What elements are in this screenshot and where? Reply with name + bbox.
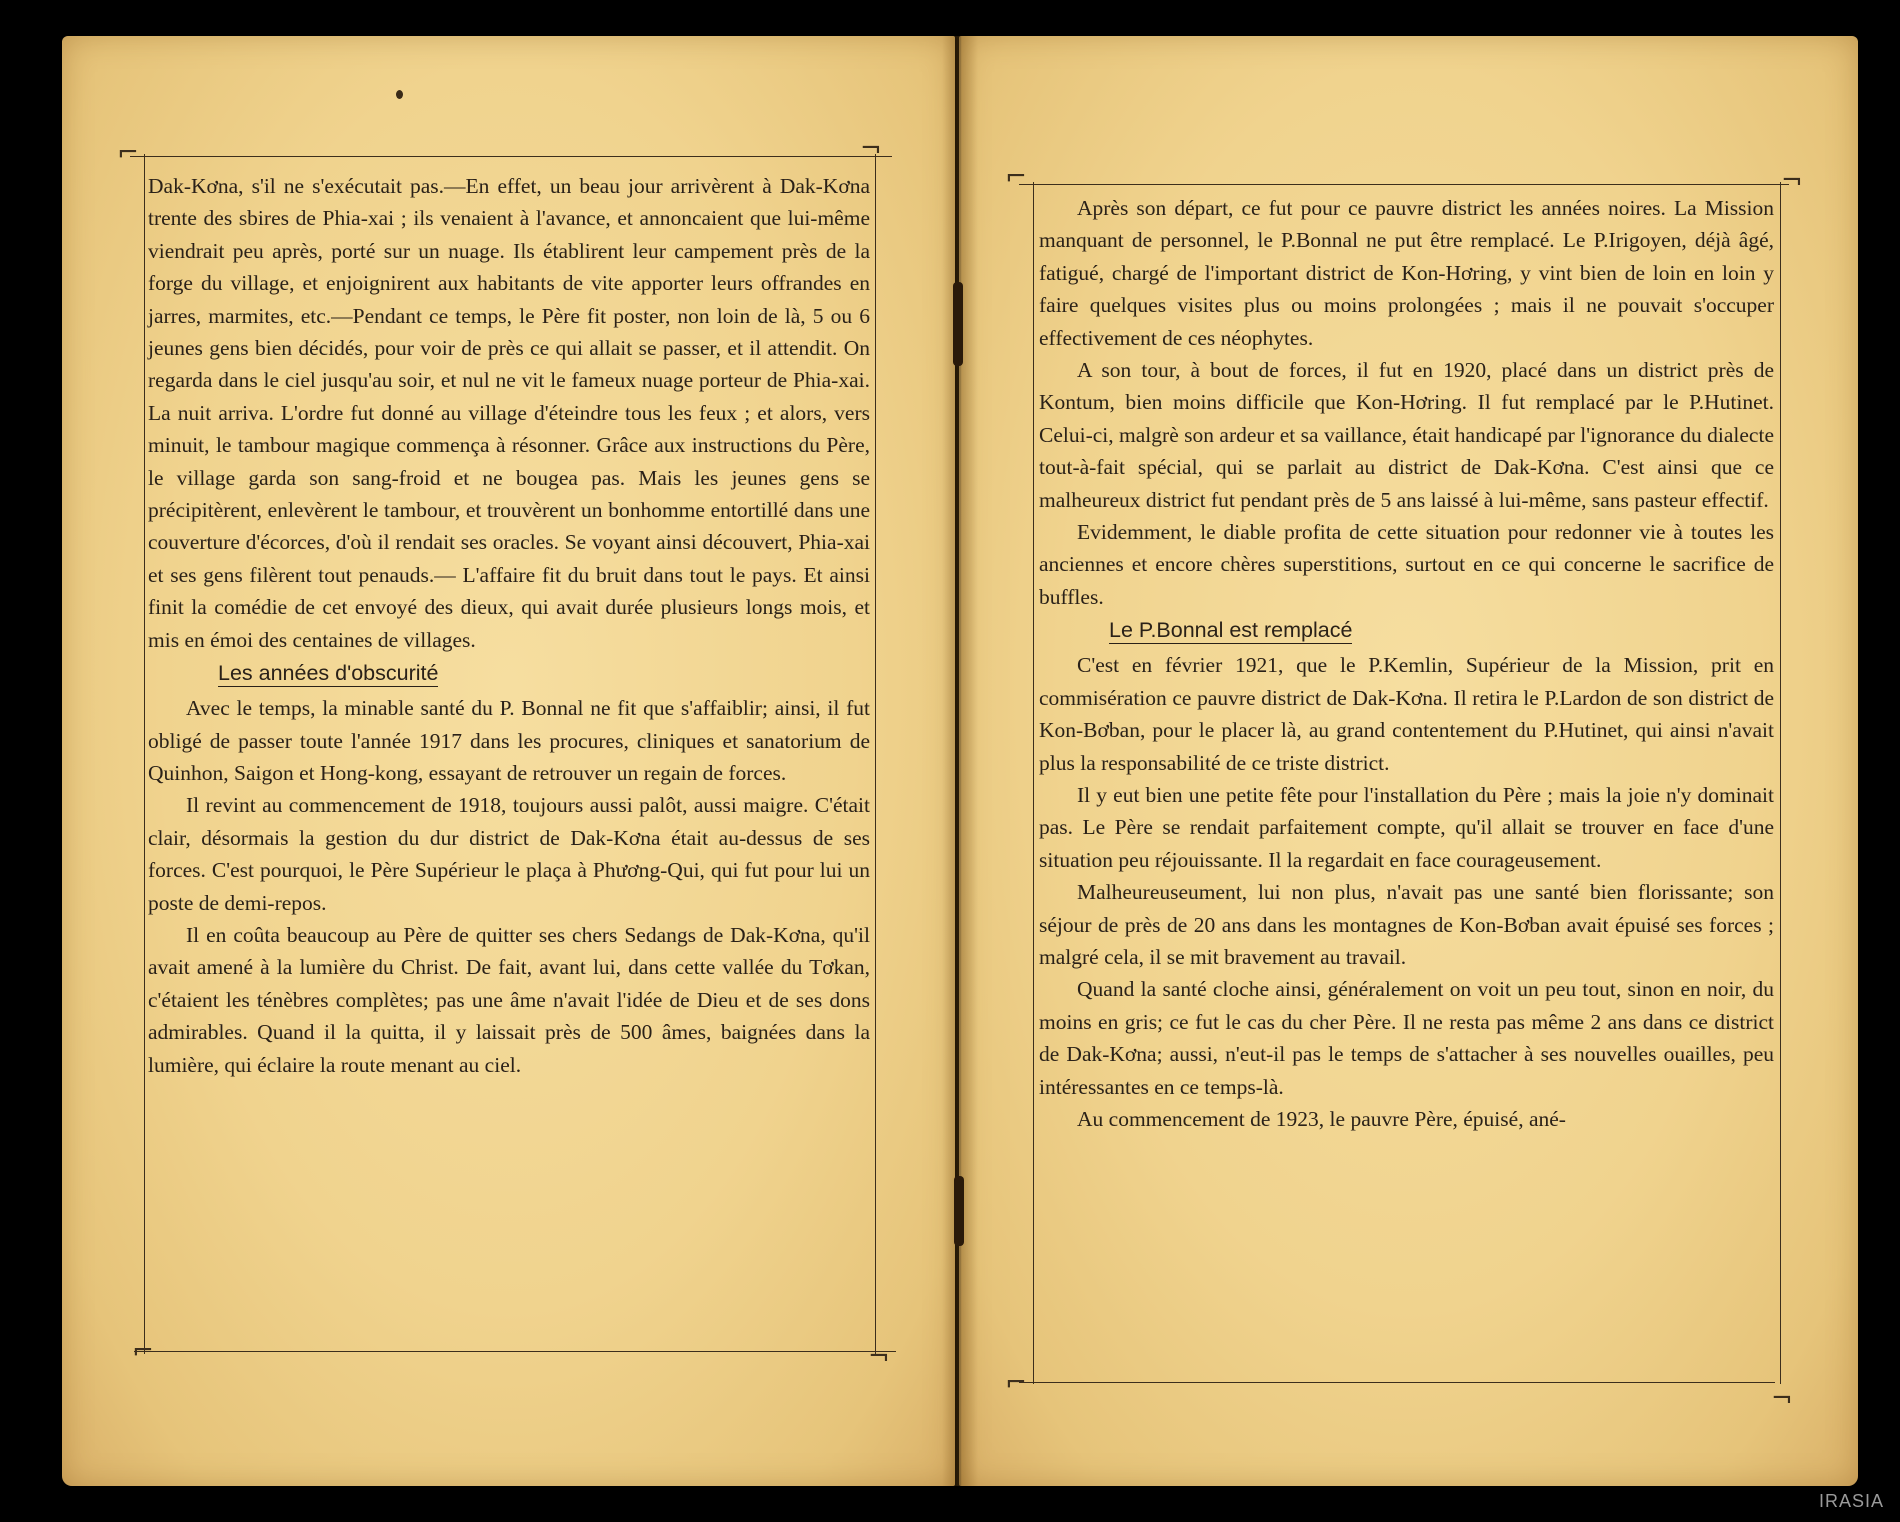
paragraph: A son tour, à bout de forces, il fut en 1920, placé dans un district près de Kontum, bien moins difficile que Kon-Hơring. Il fut remplacé par le P.Hutinet. Celui-ci, malgrè son ardeur et sa vaillance, était handicapé par l'ignorance du dialecte tout-à-fait spécial, qui se parlait au district de Dak-Kơna. C'est ainsi que ce malheureux district fut pendant près de 5 ans laissé à lui-même, sans pasteur effectif. [1039, 358, 1774, 512]
paragraph: Avec le temps, la minable santé du P. Bonnal ne fit que s'affaiblir; ainsi, il fut obligé de passer toute l'année 1917 dans les procures, cliniques et sanatorium de Quinhon, Saigon et Hong-kong, essayant de retrouver un regain de forces. [148, 696, 870, 785]
right-page-text [1039, 192, 1774, 1135]
crop-mark-icon: ¬ [1771, 1384, 1793, 1414]
section-heading: Les années d'obscurité [218, 661, 439, 686]
paragraph: Quand la santé cloche ainsi, généralement on voit un peu tout, sinon en noir, du moins en gris; ce fut le cas du cher Père. Il ne resta pas même 2 ans dans ce district de Dak-Kơna; aussi, n'eut-il pas le temps de s'attacher à ses nouvelles ouailles, peu intéressantes en ce temps-là. [1039, 977, 1774, 1099]
paragraph: Dak-Kơna, s'il ne s'exécutait pas.—En effet, un beau jour arrivèrent à Dak-Kơna trente des sbires de Phia-xai ; ils venaient à l'avance, et annoncaient que lui-même viendrait peu après, porté sur un nuage. Ils établirent leur campement près de la forge du village, et enjoignirent aux habitants de vite apporter leurs offrandes en jarres, marmites, etc.—Pendant ce temps, le Père fit poster, non loin de là, 5 ou 6 jeunes gens bien décidés, pour voir de près ce qui allait se passer, et il attendit. On regarda dans le ciel jusqu'au soir, et nul ne vit le fameux nuage porteur de Phia-xai. La nuit arriva. L'ordre fut donné au village d'éteindre tous les feux ; et alors, vers minuit, le tambour magique commença à résonner. Grâce aux instructions du Père, le village garda son sang-froid et ne bougea pas. Mais les jeunes gens se précipitèrent, enlevèrent le tambour, et trouvèrent un bonhomme entortillé dans une couverture d'écorces, d'où il rendait ses oracles. Se voyant ainsi découvert, Phia-xai et ses gens filèrent tout penauds.— L'affaire fit du bruit dans tout le pays. Et ainsi finit la comédie de cet envoyé des dieux, qui avait durée plusieurs longs mois, et mis en émoi des centaines de villages. [148, 174, 870, 652]
staple [954, 1176, 964, 1246]
crop-mark-icon: ⌐ [1005, 162, 1027, 192]
ink-spot [396, 90, 403, 99]
left-page [62, 36, 955, 1486]
crop-mark-icon: ⌐ [132, 1336, 154, 1366]
watermark: IRASIA [1818, 1491, 1884, 1511]
paragraph: Au commencement de 1923, le pauvre Père, épuisé, ané- [1077, 1106, 1566, 1131]
paragraph: Malheureuseument, lui non plus, n'avait pas une santé bien florissante; son séjour de près de 20 ans dans les montagnes de Kon-Bơban avait épuisé ses forces ; malgré cela, il se mit bravement au travail. [1039, 880, 1774, 969]
left-page-text [148, 170, 870, 1081]
crop-mark-icon: ¬ [868, 1342, 890, 1372]
paragraph: Il revint au commencement de 1918, toujours aussi palôt, aussi maigre. C'était clair, désormais la gestion du dur district de Dak-Kơna était au-dessus de ses forces. C'est pourquoi, le Père Supérieur le plaça à Phương-Qui, qui fut pour lui un poste de demi-repos. [148, 793, 870, 915]
paragraph: C'est en février 1921, que le P.Kemlin, Supérieur de la Mission, prit en commisération ce pauvre district de Dak-Kơna. Il retira le P.Lardon de son district de Kon-Bơban, pour le placer là, au grand contentement du P.Hutinet, qui ainsi n'avait plus la responsabilité de ce triste district. [1039, 653, 1774, 775]
spine-gutter [942, 36, 978, 1486]
crop-mark-icon: ⌐ [1005, 1368, 1027, 1398]
staple [953, 282, 963, 366]
paragraph: Evidemment, le diable profita de cette situation pour redonner vie à toutes les anciennes et encore chères superstitions, surtout en ce qui concerne le sacrifice de buffles. [1039, 520, 1774, 609]
crop-mark-icon: ⌐ [117, 138, 139, 168]
paragraph: Il en coûta beaucoup au Père de quitter ses chers Sedangs de Dak-Kơna, qu'il avait amené à la lumière du Christ. De fait, avant lui, dans cette vallée du Tơkan, c'étaient les ténèbres complètes; pas une âme n'avait l'idée de Dieu et de ses dons admirables. Quand il la quitta, il y laissait près de 500 âmes, baignées dans la lumière, qui éclaire la route menant au ciel. [148, 922, 870, 1077]
crop-mark-icon: ¬ [860, 134, 882, 164]
right-page [959, 36, 1858, 1486]
booklet [62, 36, 1858, 1486]
paragraph: Après son départ, ce fut pour ce pauvre district les années noires. La Mission manquant de personnel, le P.Bonnal ne put être remplacé. Le P.Irigoyen, déjà âgé, fatigué, chargé de l'important district de Kon-Hơring, y vint bien de loin en loin y faire quelques visites plus ou moins prolongées ; mais il ne pouvait s'occuper effectivement de ces néophytes. [1039, 196, 1774, 350]
paragraph: Il y eut bien une petite fête pour l'installation du Père ; mais la joie n'y dominait pas. Le Père se rendait parfaitement compte, qu'il allait se trouver en face d'une situation peu réjouissante. Il la regardait en face courageusement. [1039, 782, 1774, 872]
section-heading: Le P.Bonnal est remplacé [1109, 618, 1353, 643]
crop-mark-icon: ¬ [1781, 166, 1803, 196]
